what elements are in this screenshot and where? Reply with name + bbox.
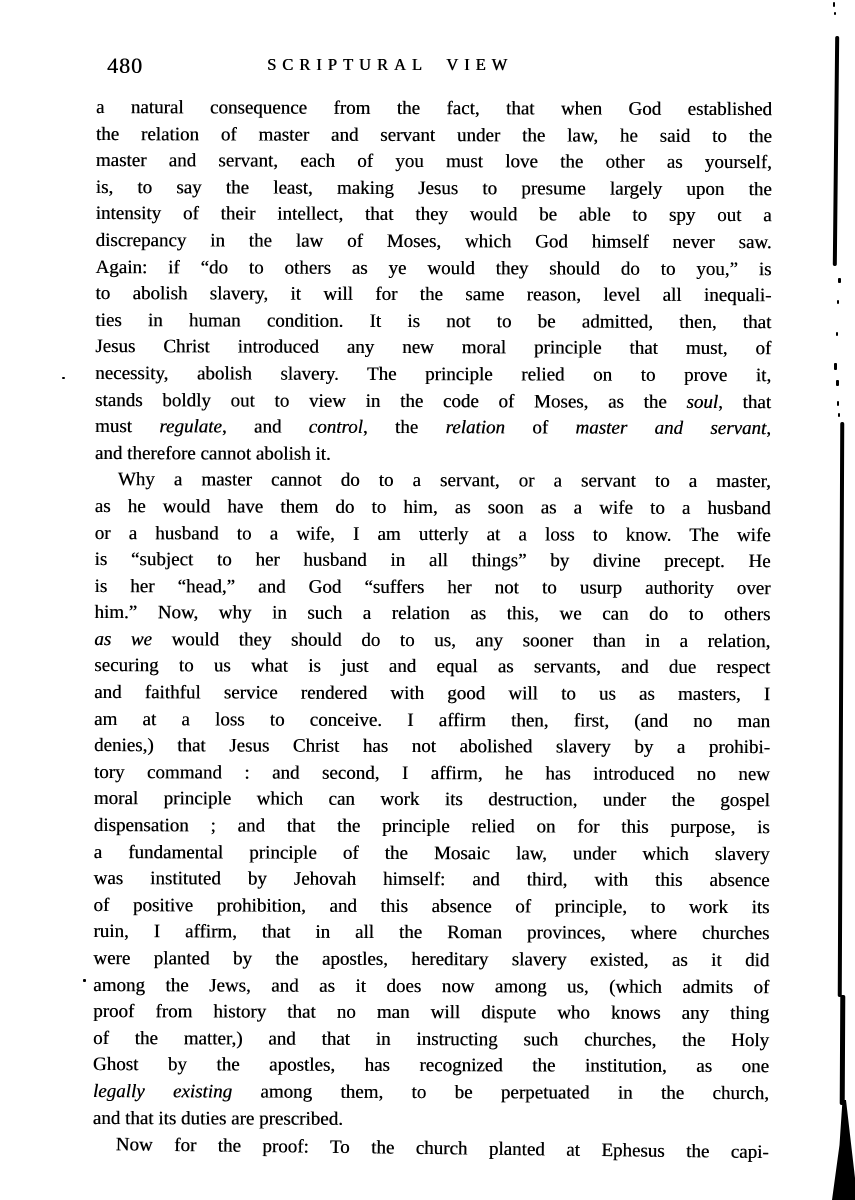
page-number: 480 [107, 53, 143, 78]
scan-speck [836, 332, 838, 336]
text-line: moral principle which can work its destruction, under the gospel [93, 788, 770, 812]
text-line: to abolish slavery, it will for the same reason, level all inequali- [95, 283, 772, 307]
text-line: and that its duties are prescribed. [92, 1107, 343, 1130]
text-line: proof from history that no man will dispute who knows any thing [93, 1001, 770, 1025]
text-line: as we would they should do to us, any sooner than in a relation, [94, 628, 771, 652]
text-line: Now for the proof: To the church planted at Ephesus the capi- [115, 1134, 769, 1164]
text-line: is “subject to her husband in all things” by divine precept. He [94, 549, 771, 573]
text-line: him.” Now, why in such a relation as this, we can do to others [94, 602, 771, 626]
text-line: of positive prohibition, and this absence of principle, to work its [93, 894, 770, 918]
text-line: is, to say the least, making Jesus to presume largely upon the [95, 176, 772, 200]
text-line: must regulate, and control, the relation of master and servant, [94, 416, 772, 440]
text-line: am at a loss to conceive. I affirm then, first, (and no man [94, 708, 771, 732]
text-line: among the Jews, and as it does now among us, (which admits of [93, 974, 770, 998]
scan-speck [838, 413, 840, 417]
text-line: legally existing among them, to be perpetuated in the church, [92, 1080, 769, 1105]
text-line: Ghost by the apostles, has recognized the institution, as one [92, 1054, 769, 1078]
scan-edge-artifact [833, 36, 839, 266]
text-line: Jesus Christ introduced any new moral principle that must, of [95, 336, 772, 360]
text-line: ruin, I affirm, that in all the Roman provinces, where churches [93, 921, 770, 945]
text-line: is her “head,” and God “suffers her not to usurp authority over [94, 575, 771, 599]
text-line: and faithful service rendered with good will to us as masters, I [94, 682, 771, 706]
text-line: discrepancy in the law of Moses, which God himself never saw. [95, 229, 772, 254]
scan-speck [837, 401, 839, 406]
text-line: of the matter,) and that in instructing such churches, the Holy [93, 1027, 770, 1051]
running-header [95, 50, 771, 82]
text-line: a fundamental principle of the Mosaic law, under which slavery [93, 841, 770, 865]
scan-speck [834, 363, 837, 370]
scan-speck [836, 380, 839, 386]
text-line: were planted by the apostles, hereditary slavery existed, as it did [93, 947, 770, 972]
scan-speck [837, 300, 839, 304]
scan-speck [833, 2, 835, 7]
text-line: intensity of their intellect, that they would be able to spy out a [95, 203, 772, 227]
page-header-title: SCRIPTURAL VIEW [267, 55, 514, 74]
text-line: master and servant, each of you must love the other as yourself, [95, 150, 772, 174]
scan-edge-artifact [830, 1100, 855, 1200]
scan-edge-artifact [840, 995, 846, 1105]
text-line: securing to us what is just and equal as servants, and due respect [94, 655, 771, 679]
text-line: Why a master cannot do to a servant, or a servant to a master, [117, 469, 771, 493]
text-line: necessity, abolish slavery. The principle relied on to prove it, [95, 362, 772, 387]
scan-speck [62, 377, 65, 379]
scan-speck [838, 278, 841, 283]
page-text-block [92, 95, 772, 1164]
text-line: a natural consequence from the fact, that when God established [95, 96, 772, 121]
text-line: ties in human condition. It is not to be admitted, then, that [95, 309, 772, 333]
scan-speck [834, 12, 836, 15]
text-line: or a husband to a wife, I am utterly at a loss to know. The wife [94, 522, 771, 546]
text-line: was instituted by Jehovah himself: and third, with this absence [93, 868, 770, 892]
text-line: denies,) that Jesus Christ has not abolished slavery by a prohibi- [93, 735, 770, 759]
scan-speck [83, 979, 86, 982]
text-line: tory command : and second, I affirm, he has introduced no new [93, 761, 770, 785]
text-line: as he would have them do to him, as soon as a wife to a husband [94, 495, 771, 520]
text-line: the relation of master and servant under the law, he said to the [95, 123, 772, 147]
text-line: and therefore cannot abolish it. [94, 442, 331, 465]
text-line: dispensation ; and that the principle relied on for this purpose, is [93, 815, 770, 839]
text-line: stands boldly out to view in the code of Moses, as the soul, that [95, 389, 772, 413]
scan-edge-artifact [838, 422, 845, 997]
text-line: Again: if “do to others as ye would they should do to you,” is [95, 256, 772, 280]
